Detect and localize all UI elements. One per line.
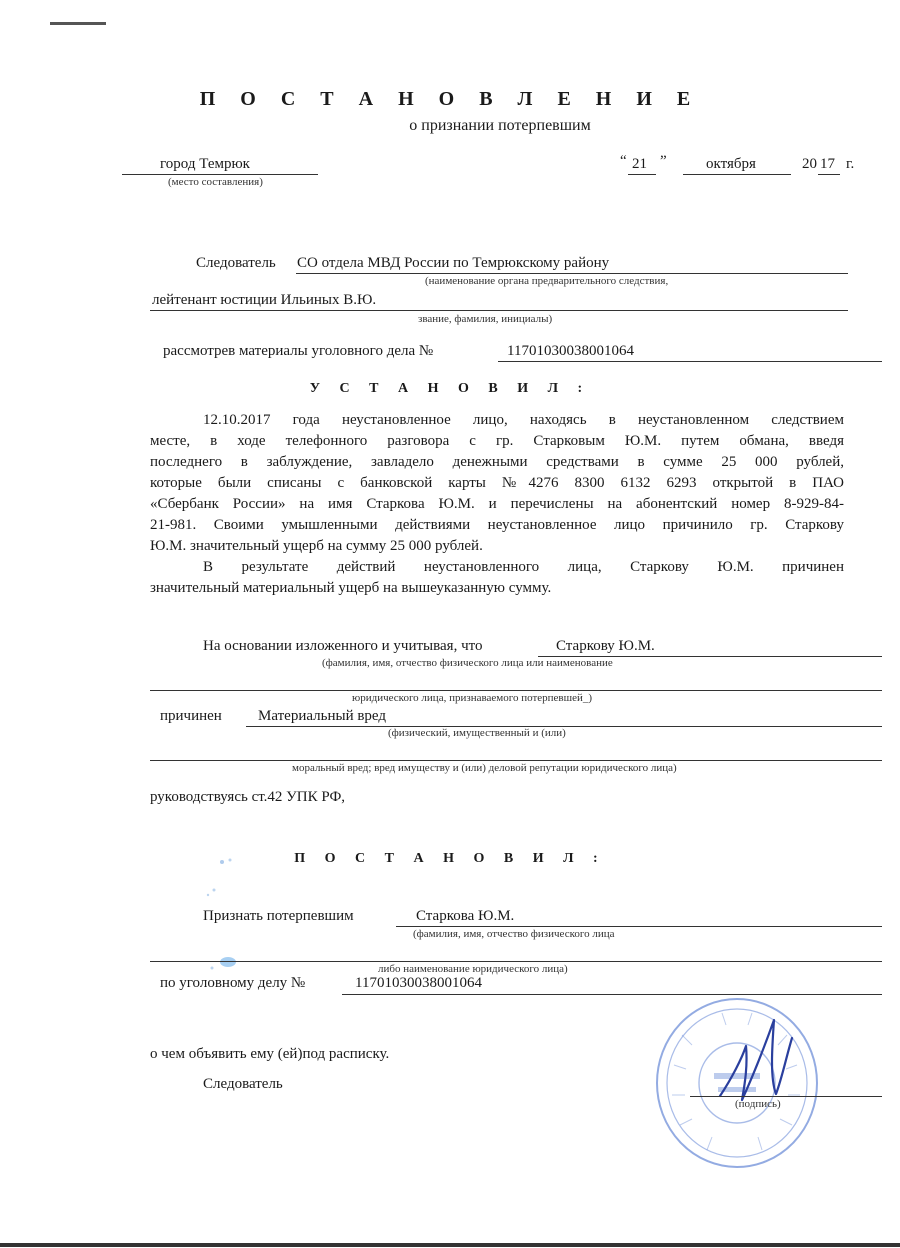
- scan-mark: [50, 22, 106, 25]
- date-day-line: [628, 174, 656, 175]
- date-year-prefix: 20: [802, 156, 817, 172]
- date-month: октября: [706, 156, 756, 172]
- decided-case-number: 11701030038001064: [355, 975, 482, 991]
- investigator-name: лейтенант юстиции Ильиных В.Ю.: [152, 292, 377, 308]
- investigator-name-caption: звание, фамилия, инициалы): [418, 313, 553, 325]
- decided-case-label: по уголовному делу №: [160, 975, 306, 991]
- case-review-number: 11701030038001064: [507, 343, 634, 359]
- harm-label: причинен: [160, 708, 222, 724]
- signer-label: Следователь: [203, 1076, 283, 1092]
- guided-by-text: руководствуясь ст.42 УПК РФ,: [150, 789, 346, 805]
- harm-caption-1: (физический, имущественный и (или): [388, 727, 566, 739]
- scan-bottom-edge: [0, 1243, 900, 1247]
- decided-line-2: [150, 961, 882, 962]
- harm-line-2: [150, 760, 882, 761]
- date-year-tail: г.: [846, 156, 855, 172]
- place-value: город Темрюк: [160, 156, 250, 172]
- decided-heading: П О С Т А Н О В И Л :: [294, 851, 606, 866]
- established-heading: У С Т А Н О В И Л :: [309, 381, 591, 396]
- signature-caption: (подпись): [735, 1098, 781, 1110]
- decided-value-line: [396, 926, 882, 927]
- date-open-quote: “: [620, 153, 627, 169]
- document-subtitle: о признании потерпевшим: [409, 117, 591, 134]
- harm-value: Материальный вред: [258, 708, 387, 724]
- established-p1-line-5: «Сбербанк России» на имя Старкова Ю.М. и перечислены на абонентский номер 8-929-84-: [150, 496, 844, 512]
- investigator-organ-line: [296, 273, 848, 274]
- signature-line: [690, 1096, 882, 1097]
- announce-text: о чем объявить ему (ей)под расписку.: [150, 1046, 390, 1062]
- place-line: [122, 174, 318, 175]
- date-month-line: [683, 174, 791, 175]
- established-p1-line-4: которые были списаны с банковской карты №4276 8300 6132 6293 открытой в ПАО: [150, 475, 844, 491]
- basis-caption-2: юридического лица, признаваемого потерпевшей_): [352, 692, 593, 704]
- established-p1-line-6: 21-981. Своими умышленными действиями неустановленное лицо причинило гр. Старкову: [150, 517, 844, 533]
- date-day: 21: [632, 156, 647, 172]
- established-p2-line-1: В результате действий неустановленного лица, Старкову Ю.М. причинен: [203, 559, 844, 575]
- decided-value: Старкова Ю.М.: [416, 908, 515, 924]
- investigator-name-line: [150, 310, 848, 311]
- basis-caption-1: (фамилия, имя, отчество физического лица или наименование: [322, 657, 613, 669]
- decided-caption-1: (фамилия, имя, отчество физического лица: [413, 928, 615, 940]
- established-p1-line-2: месте, в ходе телефонного разговора с гр. Старковым Ю.М. путем обмана, введя: [150, 433, 844, 449]
- investigator-organ-caption: (наименование органа предварительного следствия,: [425, 275, 669, 287]
- place-caption: (место составления): [168, 176, 263, 188]
- established-p1-line-3: последнего в заблуждение, завладело денежными средствами в сумме 25 000 рублей,: [150, 454, 844, 470]
- investigator-label: Следователь: [196, 255, 276, 271]
- date-year-line: [818, 174, 840, 175]
- case-review-label: рассмотрев материалы уголовного дела №: [163, 343, 434, 359]
- established-p1-line-7: Ю.М. значительный ущерб на сумму 25 000 рублей.: [150, 538, 483, 554]
- date-close-quote: ”: [660, 153, 667, 169]
- decided-caption-2: либо наименование юридического лица): [378, 963, 568, 975]
- established-p1-line-1: 12.10.2017 года неустановленное лицо, находясь в неустановленном следствием: [203, 412, 844, 428]
- decided-label: Признать потерпевшим: [203, 908, 354, 924]
- harm-caption-2: моральный вред; вред имуществу и (или) деловой репутации юридического лица): [292, 762, 677, 774]
- document-title: П О С Т А Н О В Л Е Н И Е: [199, 88, 701, 110]
- case-review-line: [498, 361, 882, 362]
- basis-label: На основании изложенного и учитывая, что: [203, 638, 483, 654]
- basis-line-2: [150, 690, 882, 691]
- date-year-suffix: 17: [820, 156, 835, 172]
- investigator-organ: СО отдела МВД России по Темрюкскому району: [297, 255, 610, 271]
- established-p2-line-2: значительный материальный ущерб на вышеуказанную сумму.: [150, 580, 552, 596]
- basis-value: Старкову Ю.М.: [556, 638, 655, 654]
